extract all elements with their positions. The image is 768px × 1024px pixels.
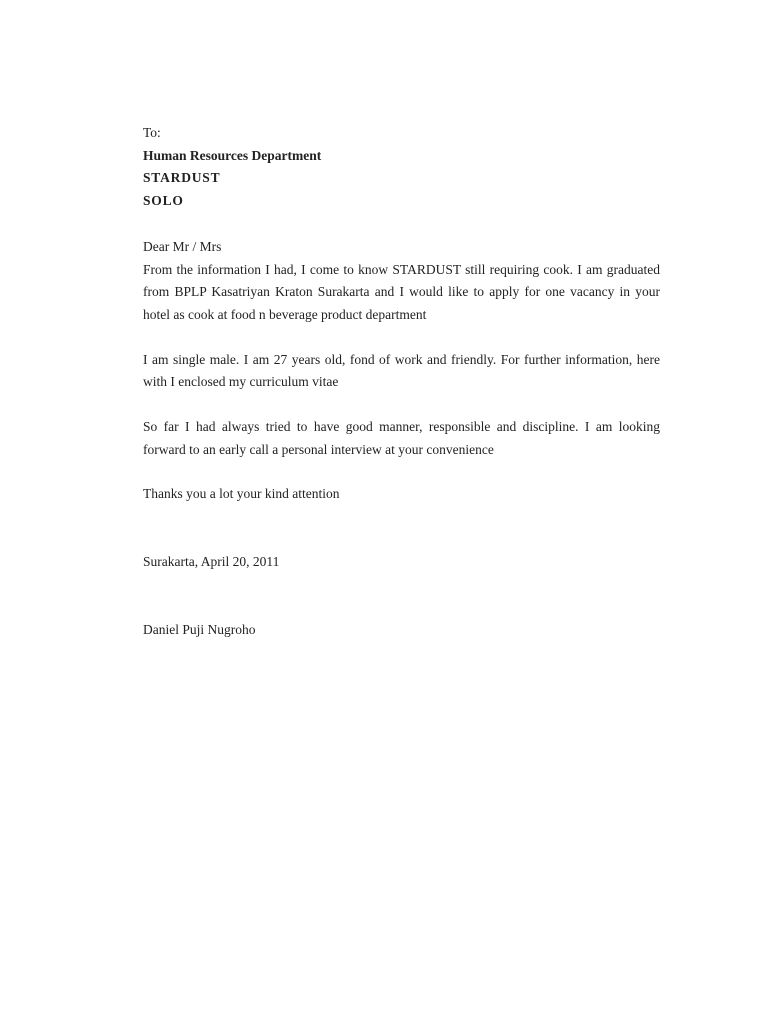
body-paragraph-2: I am single male. I am 27 years old, fond of work and friendly. For further information, here with I enclosed my curriculum vitae	[143, 351, 660, 390]
closing-line: Thanks you a lot your kind attention	[143, 486, 340, 502]
recipient-company: STARDUST	[143, 170, 221, 186]
to-label: To:	[143, 125, 161, 140]
recipient-city: SOLO	[143, 193, 184, 209]
letter-page	[143, 122, 660, 642]
signature-name: Daniel Puji Nugroho	[143, 621, 256, 637]
body-paragraph-3: So far I had always tried to have good manner, responsible and discipline. I am looking forward to an early call a personal interview at your convenience	[143, 419, 660, 457]
body-paragraph-1: From the information I had, I come to know STARDUST still requiring cook. I am graduated from BPLP Kasatriyan Kraton Surakarta and I would like to apply for one vacancy in your hotel as cook at food n beverage product department	[143, 261, 660, 322]
salutation: Dear Mr / Mrs	[143, 238, 222, 254]
place-date: Surakarta, April 20, 2011	[143, 554, 280, 570]
recipient-department: Human Resources Department	[143, 147, 322, 163]
